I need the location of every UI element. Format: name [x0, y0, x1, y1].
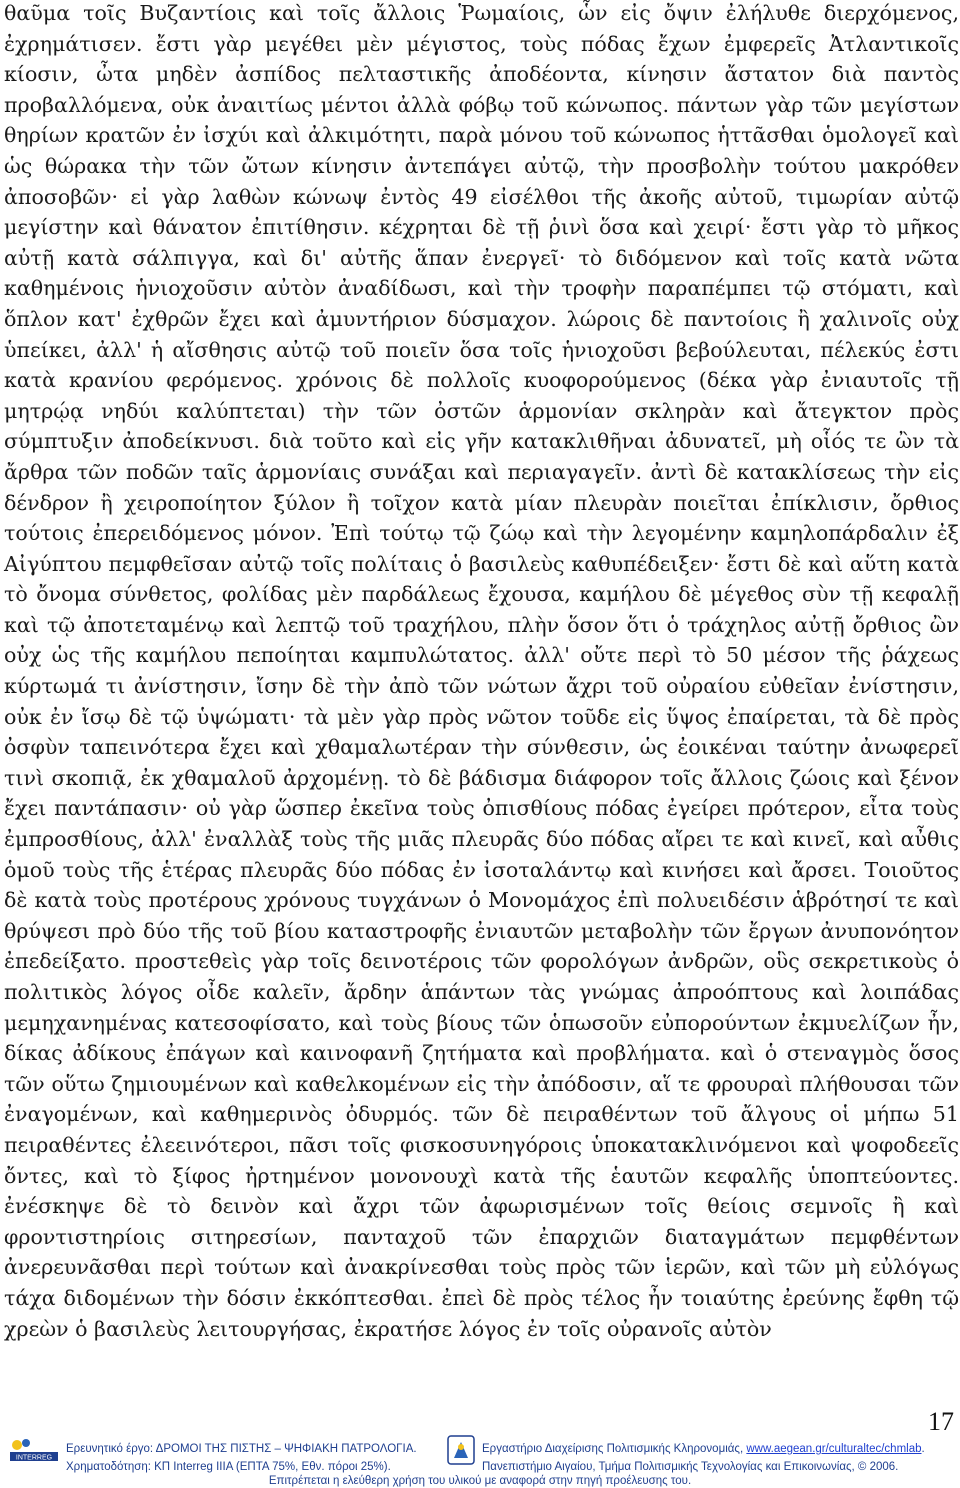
- footer-funding: Χρηματοδότηση: ΚΠ Interreg IIIA (ΕΠΤΑ 75%, Εθν. πόροι 25%).: [66, 1461, 391, 1473]
- lab-website-link[interactable]: www.aegean.gr/culturaltec/chmlab: [746, 1443, 922, 1455]
- document-body: [4, 0, 959, 1344]
- page-number: 17: [928, 1407, 954, 1436]
- footer-lab-info: [482, 1440, 960, 1476]
- body-paragraph: θαῦμα τοῖς Βυζαντίοις καὶ τοῖς ἄλλοις Ῥωμαίοις, ὧν εἰς ὄψιν ἐλήλυθε διερχόμενος, ἐχρημάτισεν. ἔστι γὰρ μεγέθει μὲν μέγιστος, τοὺς πόδας ἔχων ἐμφερεῖς Ἀτλαντικοῖς κίοσιν, ὦτα μηδὲν ἀσπίδος πελταστικῆς ἀποδέοντα, κίνησιν ἄστατον διὰ παντὸς προβαλλόμενα, οὐκ ἀναιτίως μέντοι ἀλλὰ φόβῳ τοῦ κώνωπος. πάντων γὰρ τῶν μεγίστων θηρίων κρατῶν ἐν ἰσχύι καὶ ἀλκιμότητι, παρὰ μόνου τοῦ κώνωπος ἡττᾶσθαι ὁμολογεῖ καὶ ὡς θώρακα τὴν τῶν ὤτων κίνησιν ἀντεπάγει αὐτῷ, τὴν προσβολὴν τούτου μακρόθεν ἀποσοβῶν· εἰ γὰρ λαθὼν κώνωψ ἐντὸς 49 εἰσέλθοι τῆς ἀκοῆς αὐτοῦ, τιμωρίαν αὐτῷ μεγίστην καὶ θάνατον ἐπιτίθησιν. κέχρηται δὲ τῇ ῥινὶ ὅσα καὶ χειρί· ἔστι γὰρ τὸ μῆκος αὐτῇ κατὰ σάλπιγγα, καὶ δι' αὐτῆς ἅπαν ἐνεργεῖ· τὸ διδόμενον καὶ τοῖς κατὰ νῶτα καθημένοις ἡνιοχοῦσιν αὐτὸν ἀναδίδωσι, καὶ τὴν τροφὴν παραπέμπει τῷ στόματι, καὶ ὅπλον κατ' ἐχθρῶν ἔχει καὶ ἀμυντήριον δύσμαχον. λώροις δὲ παντοίοις ἢ χαλινοῖς οὐχ ὑπείκει, ἀλλ' ἡ αἴσθησις αὐτῷ τοῦ ποιεῖν ὅσα τοῖς ἡνιοχοῦσι βεβούλευται, πέλεκύς ἐστι κατὰ κρανίου φερόμενος. χρόνοις δὲ πολλοῖς κυοφορούμενος (δέκα γὰρ ἐνιαυτοῖς τῇ μητρῴᾳ νηδύι καλύπτεται) τὴν τῶν ὀστῶν ἁρμονίαν σκληρὰν καὶ ἄτεγκτον πρὸς σύμπτυξιν ἀποδείκνυσι. διὰ τοῦτο καὶ εἰς γῆν κατακλιθῆναι ἀδυνατεῖ, μὴ οἷός τε ὢν τὰ ἄρθρα τῶν ποδῶν ταῖς ἁρμονίαις συνάξαι καὶ περιαγαγεῖν. ἀντὶ δὲ κατακλίσεως τὴν εἰς δένδρον ἢ χειροποίητον ξύλον ἢ τοῖχον κατὰ μίαν πλευρὰν ποιεῖται ἐπίκλισιν, ὄρθιος τούτοις ἐπερειδόμενος μόνον. Ἐπὶ τούτῳ τῷ ζώῳ καὶ τὴν λεγομένην καμηλοπάρδαλιν ἐξ Αἰγύπτου πεμφθεῖσαν αὐτῷ τοῖς πολίταις ὁ βασιλεὺς καθυπέδειξεν· ἔστι δὲ καὶ αὕτη κατὰ τὸ ὄνομα σύνθετος, φολίδας μὲν παρδάλεως ἔχουσα, καμήλου δὲ μέγεθος σὺν τῇ κεφαλῇ καὶ τῷ ἀποτεταμένῳ καὶ λεπτῷ τοῦ τραχήλου, πλὴν ὅσον ὅτι ὁ τράχηλος αὐτῇ ὄρθιος ὢν οὐχ ὡς τῆς καμήλου πεποίηται καμπυλώτατος. ἀλλ' οὔτε περὶ τὸ 50 μέσον τῆς ῥάχεως κύρτωμά τι ἀνίστησιν, ἴσην δὲ τὴν ἀπὸ τῶν νώτων ἄχρι τοῦ οὐραίου εὐθεῖαν ἐνίστησιν, οὐκ ἐν ἴσῳ δὲ τῷ ὑψώματι· τὰ μὲν γὰρ πρὸς νῶτον τοῦδε εἰς ὕψος ἐπαίρεται, τὰ δὲ πρὸς ὀσφὺν ταπεινότερα ἔχει καὶ χθαμαλωτέραν τὴν σύνθεσιν, ὡς ἐοικέναι ταύτην ἀνωφερεῖ τινὶ σκοπιᾷ, ἐκ χθαμαλοῦ ἀρχομένῃ. τὸ δὲ βάδισμα διάφορον τοῖς ἄλλοις ζώοις καὶ ξένον ἔχει παντάπασιν· οὐ γὰρ ὥσπερ ἐκεῖνα τοὺς ὀπισθίους πόδας ἐγείρει πρότερον, εἶτα τοὺς ἐμπροσθίους, ἀλλ' ἐναλλὰξ τοὺς τῆς μιᾶς πλευρᾶς δύο πόδας αἴρει τε καὶ κινεῖ, καὶ αὖθις ὁμοῦ τοὺς τῆς ἑτέρας πλευρᾶς δύο πόδας ἐν ἰσοταλάντῳ καὶ κινήσει καὶ ἄρσει. Τοιοῦτος δὲ κατὰ τοὺς προτέρους χρόνους τυγχάνων ὁ Μονομάχος ἐπὶ πολυειδέσιν ἁβρότησί τε καὶ θρύψεσι πρὸ δύο τῆς τοῦ βίου καταστροφῆς ἐνιαυτῶν μεταβολὴν τῶν ἔργων ἀνυπονόητον ἐπεδείξατο. προστεθεὶς γὰρ τοῖς δεινοτέροις τῶν φορολόγων ἀνδρῶν, οὓς σεκρετικοὺς ὁ πολιτικὸς λόγος οἶδε καλεῖν, ἄρδην ἁπάντων τὰς γνώμας ἀπροόπτους καὶ λοιπάδας μεμηχανημένας κατεσοφίσατο, καὶ τοὺς βίους τῶν ὁπωσοῦν εὐπορούντων ἐκμυελίζων ἦν, δίκας ἀδίκους ἐπάγων καὶ καινοφανῆ ζητήματα καὶ προβλήματα. καὶ ὁ στεναγμὸς ὅσος τῶν οὕτω ζημιουμένων καὶ καθελκομένων εἰς τὴν ἀπόδοσιν, αἵ τε φρουραὶ πλήθουσαι τῶν ἐναγομένων, καὶ καθημερινὸς ὀδυρμός. τῶν δὲ πειραθέντων τοῦ ἄλγους οἱ μήπω 51 πειραθέντες ἐλεεινότεροι, πᾶσι τοῖς φισκοσυνηγόροις ὑποκατακλινόμενοι καὶ ψοφοδεεῖς ὄντες, καὶ τὸ ξίφος ἠρτημένον μονονουχὶ κατὰ τῆς ἑαυτῶν κεφαλῆς ὑποπτεύοντες. ἐνέσκηψε δὲ τὸ δεινὸν καὶ ἄχρι τῶν ἀφωρισμένων τοῖς θείοις σεμνοῖς ἢ καὶ φροντιστηρίοις σιτηρεσίων, πανταχοῦ τῶν ἐπαρχιῶν διαταγμάτων πεμφθέντων ἀνερευνᾶσθαι περὶ τούτων καὶ ἀνακρίνεσθαι τοὺς πρὸς τῶν ἱερῶν, καὶ τῶν μὴ εὐλόγως τάχα διδομένων τὴν δόσιν ἐκκόπτεσθαι. ἐπεὶ δὲ πρὸς τέλος ἦν τοιαύτης ἐρεύνης ἔφθη τῷ χρεὼν ὁ βασιλεὺς λειτουργήσας, ἐκρατήσε λόγος ἐν τοῖς οὐρανοῖς αὐτὸν: [4, 1, 959, 1341]
- interreg-logo: [8, 1436, 60, 1464]
- page-footer: [0, 1430, 960, 1487]
- footer-lab-name: Εργαστήριο Διαχείρισης Πολιτισμικής Κληρονομιάς,: [482, 1443, 747, 1455]
- footer-lab-suffix: .: [921, 1443, 925, 1455]
- footer-project-info: [66, 1440, 436, 1476]
- footer-usage-notice: Επιτρέπεται η ελεύθερη χρήση του υλικού με αναφορά στην πηγή προέλευσης του.: [268, 1475, 692, 1487]
- footer-project-title: Ερευνητικό έργο: ΔΡΟΜΟΙ ΤΗΣ ΠΙΣΤΗΣ – ΨΗΦΙΑΚΗ ΠΑΤΡΟΛΟΓΙΑ.: [66, 1443, 417, 1455]
- footer-lab-line: [482, 1440, 960, 1458]
- interreg-logo-text: INTERREG: [15, 1454, 53, 1462]
- footer-university: Πανεπιστήμιο Αιγαίου, Τμήμα Πολιτισμικής Τεχνολογίας και Επικοινωνίας, © 2006.: [482, 1461, 899, 1473]
- university-logo: [446, 1434, 476, 1466]
